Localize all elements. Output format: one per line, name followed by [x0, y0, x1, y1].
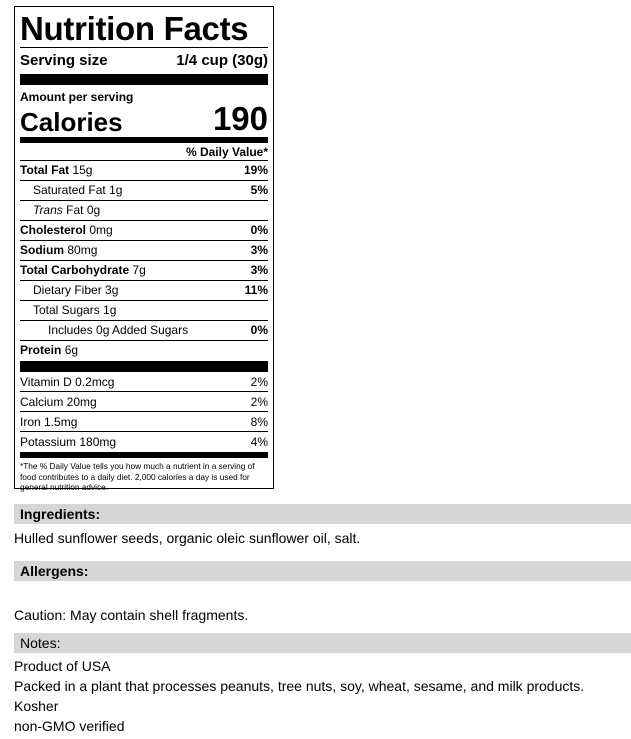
nutrient-name: Protein [20, 343, 62, 357]
notes-line-non-gmo: non-GMO verified [14, 718, 125, 734]
label-title: Nutrition Facts [20, 10, 249, 47]
nutrient-name: Cholesterol [20, 223, 87, 237]
notes-heading: Notes: [14, 633, 631, 653]
amount-per-serving: Amount per serving [20, 90, 134, 104]
serving-size-label: Serving size [20, 52, 108, 69]
notes-line-allergen-facility: Packed in a plant that processes peanuts, tree nuts, soy, wheat, sesame, and milk products. [14, 678, 585, 694]
nutrient-row-trans-fat [20, 200, 268, 220]
nutrient-name: Sodium [20, 243, 64, 257]
nutrition-facts-label [14, 6, 274, 492]
nutrient-row-dietary-fiber [20, 280, 268, 300]
nutrient-pct: 0% [250, 323, 268, 337]
nutrient-row-sodium [20, 240, 268, 260]
nutrient-pct: 3% [250, 243, 268, 257]
daily-value-header: % Daily Value* [185, 145, 268, 159]
vitamin-pct: 4% [250, 435, 268, 449]
serving-size-value: 1/4 cup (30g) [176, 52, 268, 69]
calories-row [20, 100, 268, 137]
nutrient-name: Total Carbohydrate [20, 263, 130, 277]
calories-label: Calories [20, 107, 123, 137]
nutrient-row-cholesterol [20, 220, 268, 240]
nutrient-name: Dietary Fiber [33, 283, 102, 297]
vitamin-pct: 2% [250, 395, 268, 409]
nutrient-name: Trans [33, 203, 63, 217]
notes-line-origin: Product of USA [14, 658, 111, 674]
nutrient-row-saturated-fat [20, 180, 268, 200]
nutrient-amount: 80mg [67, 243, 98, 257]
nutrient-name: Total Sugars [33, 303, 100, 317]
nutrient-row-protein [20, 340, 268, 361]
nutrient-row-total-fat [20, 160, 268, 180]
vitamin-name: Vitamin D 0.2mcg [20, 375, 115, 389]
calories-value: 190 [212, 100, 268, 137]
nutrient-amount: 15g [72, 163, 93, 177]
nutrient-amount: 1g [109, 183, 123, 197]
nutrient-amount: 6g [64, 343, 79, 357]
nutrient-row-added-sugars [20, 320, 268, 340]
nutrient-amount: Fat 0g [66, 203, 101, 217]
nutrient-amount: 7g [132, 263, 146, 277]
serving-size-row [20, 48, 268, 71]
allergens-text: Caution: May contain shell fragments. [14, 607, 249, 623]
notes-line-kosher: Kosher [14, 698, 59, 714]
ingredients-text: Hulled sunflower seeds, organic oleic sunflower oil, salt. [14, 530, 361, 546]
vitamin-name: Iron 1.5mg [20, 415, 78, 429]
nutrient-pct: 5% [250, 183, 268, 197]
daily-value-footnote: *The % Daily Value tells you how much a nutrient in a serving of food contributes to a daily diet. 2,000 calories a day is used for general nutrition advice. [20, 461, 255, 492]
vitamin-row-vitamin-d [20, 372, 268, 391]
nutrient-pct: 11% [244, 283, 268, 297]
divider-thick-vitamins [20, 361, 268, 372]
vitamin-pct: 8% [250, 415, 268, 429]
nutrient-pct: 3% [250, 263, 268, 277]
nutrient-pct: 19% [243, 163, 268, 177]
divider-thick [20, 74, 268, 85]
vitamin-row-calcium [20, 391, 268, 411]
nutrient-amount: 3g [105, 283, 119, 297]
vitamin-row-iron [20, 411, 268, 431]
nutrient-amount: 1g [103, 303, 117, 317]
vitamin-name: Potassium 180mg [20, 435, 117, 449]
allergens-heading: Allergens: [14, 561, 631, 581]
vitamin-name: Calcium 20mg [20, 395, 97, 409]
nutrient-row-total-sugars [20, 300, 268, 320]
vitamin-pct: 2% [250, 375, 268, 389]
ingredients-heading: Ingredients: [14, 504, 631, 524]
nutrient-amount: 0mg [89, 223, 113, 237]
nutrient-name: Includes 0g Added Sugars [48, 323, 189, 337]
nutrient-name: Total Fat [20, 163, 70, 177]
nutrient-row-total-carbohydrate [20, 260, 268, 280]
vitamin-row-potassium [20, 431, 268, 451]
nutrient-name: Saturated Fat [33, 183, 106, 197]
nutrient-pct: 0% [250, 223, 268, 237]
